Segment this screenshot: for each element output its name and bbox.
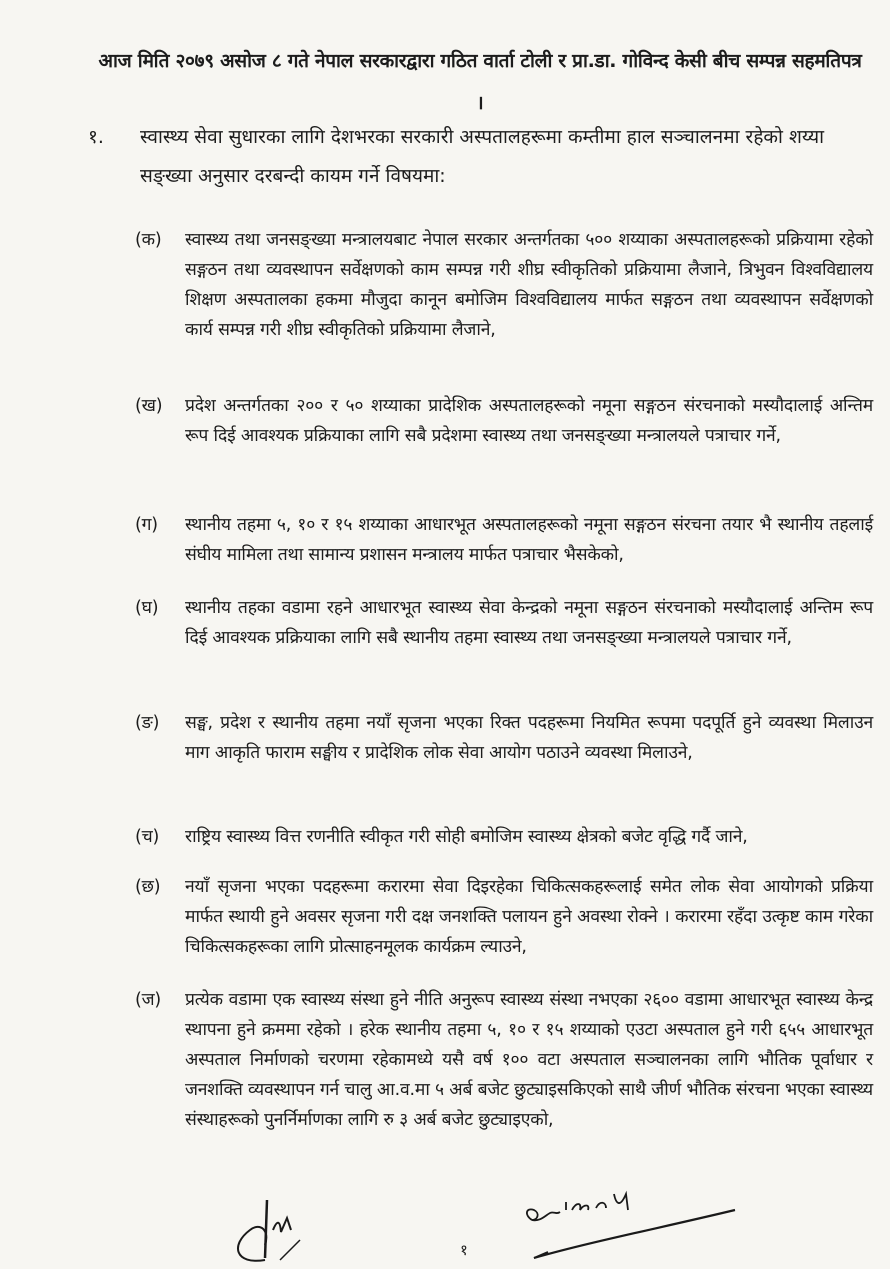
point-text: स्वास्थ्य सेवा सुधारका लागि देशभरका सरकारी अस्पतालहरूमा कम्तीमा हाल सञ्चालनमा रहेको शय्या सङ्ख्या अनुसार दरबन्दी कायम गर्ने विषयमा: — [140, 126, 825, 187]
subpoint-label: (च) — [135, 827, 160, 847]
subpoint-text: स्थानीय तहमा ५, १० र १५ शय्याका आधारभूत अस्पतालहरूको नमूना सङ्गठन संरचना तयार भै स्थानीय तहलाई संघीय मामिला तथा सामान्य प्रशासन मन्त्रालय मार्फत पत्राचार भैसकेको, — [185, 515, 873, 565]
subpoint-text: नयाँ सृजना भएका पदहरूमा करारमा सेवा दिइरहेका चिकित्सकहरूलाई समेत लोक सेवा आयोगको प्रक्रिया मार्फत स्थायी हुने अवसर सृजना गरी दक्ष जनशक्ति पलायन हुने अवस्था रोक्ने । करारमा रहँदा उत्कृष्ट काम गरेका चिकित्सकहरूका लागि प्रोत्साहनमूलक कार्यक्रम ल्याउने, — [185, 877, 873, 957]
subpoint-text: स्वास्थ्य तथा जनसङ्ख्या मन्त्रालयबाट नेपाल सरकार अन्तर्गतका ५०० शय्याका अस्पतालहरूको प्रक्रियामा रहेको सङ्गठन तथा व्यवस्थापन सर्वेक्षणको काम सम्पन्न गरी शीघ्र स्वीकृतिको प्रक्रियामा लैजाने, त्रिभुवन विश्वविद्यालय शिक्षण अस्पतालका हकमा मौजुदा कानून बमोजिम विश्वविद्यालय मार्फत सङ्गठन तथा व्यवस्थापन सर्वेक्षणको कार्य सम्पन्न गरी शीघ्र स्वीकृतिको प्रक्रियामा लैजाने, — [185, 230, 873, 340]
signature-right-icon — [510, 1180, 750, 1269]
point-number: १. — [88, 126, 104, 148]
subpoint-text: सङ्घ, प्रदेश र स्थानीय तहमा नयाँ सृजना भएका रिक्त पदहरूमा नियमित रूपमा पदपूर्ति हुने व्यवस्था मिलाउन माग आकृति फाराम सङ्घीय र प्रादेशिक लोक सेवा आयोग पठाउने व्यवस्था मिलाउने, — [185, 713, 873, 763]
subpoint-text: स्थानीय तहका वडामा रहने आधारभूत स्वास्थ्य सेवा केन्द्रको नमूना सङ्गठन संरचनाको मस्यौदालाई अन्तिम रूप दिई आवश्यक प्रक्रियाका लागि सबै स्थानीय तहमा स्वास्थ्य तथा जनसङ्ख्या मन्त्रालयले पत्राचार गर्ने, — [185, 598, 873, 648]
subpoint-text: प्रत्येक वडामा एक स्वास्थ्य संस्था हुने नीति अनुरूप स्वास्थ्य संस्था नभएका २६०० वडामा आधारभूत स्वास्थ्य केन्द्र स्थापना हुने क्रममा रहेको । हरेक स्थानीय तहमा ५, १० र १५ शय्याको एउटा अस्पताल हुने गरी ६५५ आधारभूत अस्पताल निर्माणको चरणमा रहेकामध्ये यसै वर्ष १०० वटा अस्पताल सञ्चालनका लागि भौतिक पूर्वाधार र जनशक्ति व्यवस्थापन गर्न चालु आ.व.मा ५ अर्ब बजेट छुट्याइसकिएको साथै जीर्ण भौतिक संरचना भएका स्वास्थ्य संस्थाहरूको पुनर्निर्माणका लागि रु ३ अर्ब बजेट छुट्याइएको, — [185, 990, 873, 1130]
subpoint-label: (घ) — [135, 598, 159, 618]
subpoint-text: राष्ट्रिय स्वास्थ्य वित्त रणनीति स्वीकृत गरी सोही बमोजिम स्वास्थ्य क्षेत्रको बजेट वृद्धि गर्दै जाने, — [185, 827, 748, 847]
subpoint-text: प्रदेश अन्तर्गतका २०० र ५० शय्याका प्रादेशिक अस्पतालहरूको नमूना सङ्गठन संरचनाको मस्यौदालाई अन्तिम रूप दिई आवश्यक प्रक्रियाका लागि सबै प्रदेशमा स्वास्थ्य तथा जनसङ्ख्या मन्त्रालयले पत्राचार गर्ने, — [185, 396, 873, 446]
subpoint-label: (ङ) — [135, 713, 160, 733]
page-number: १ — [460, 1241, 468, 1259]
document-title: आज मिति २०७९ असोज ८ गते नेपाल सरकारद्वारा गठित वार्ता टोली र प्रा.डा. गोविन्द केसी बीच सम्पन्न सहमतिपत्र । — [98, 50, 862, 114]
signature-left-icon — [225, 1190, 315, 1269]
subpoint-label: (ग) — [135, 515, 158, 535]
subpoint-label: (क) — [135, 230, 162, 250]
subpoint-label: (ज) — [135, 990, 162, 1010]
subpoint-label: (छ) — [135, 877, 161, 897]
subpoint-label: (ख) — [135, 396, 163, 416]
